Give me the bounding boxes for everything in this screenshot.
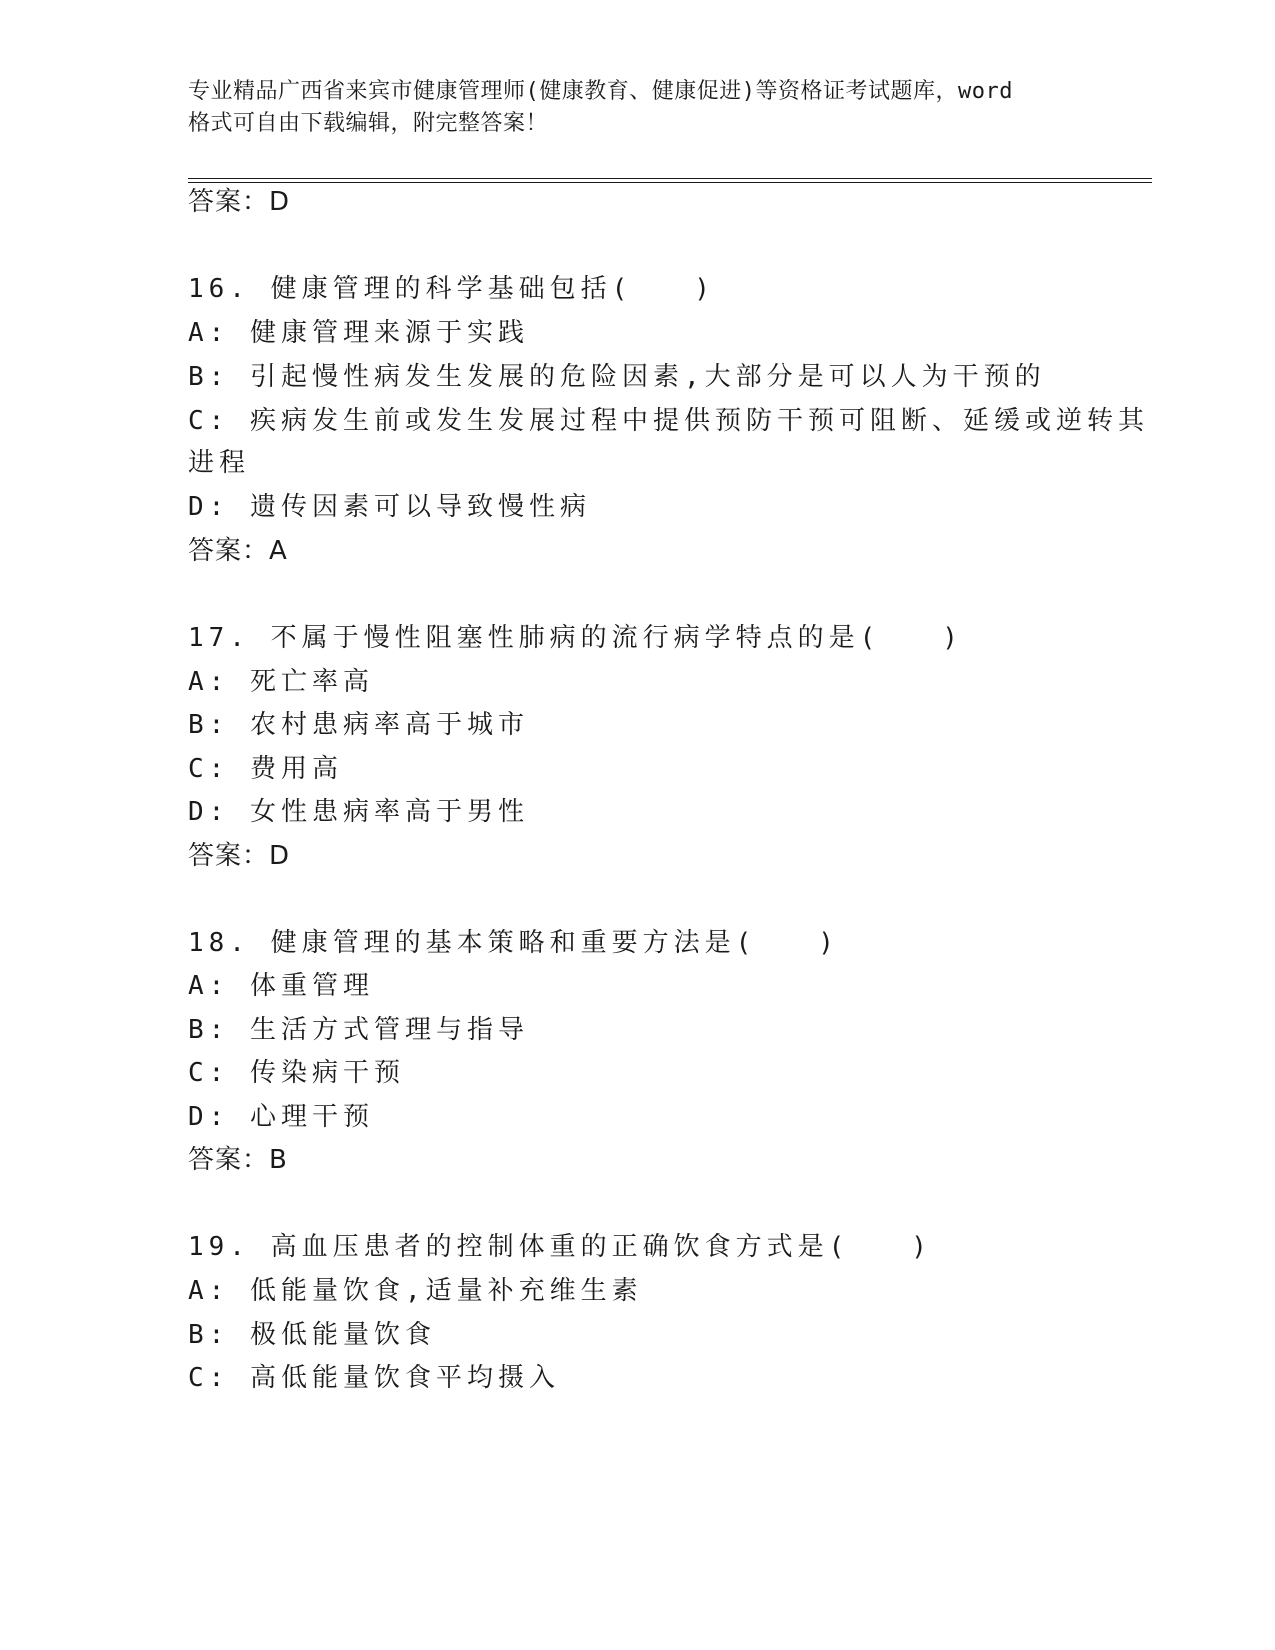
option-line: A: 健康管理来源于实践 [188, 318, 529, 348]
question-stem: 19. 高血压患者的控制体重的正确饮食方式是( ) [188, 1232, 932, 1262]
option-line: A: 低能量饮食,适量补充维生素 [188, 1276, 643, 1306]
option-line: C: 疾病发生前或发生发展过程中提供预防干预可阻断、延缓或逆转其 [188, 406, 1149, 436]
page-header [188, 76, 1088, 140]
header-line-2: 格式可自由下载编辑，附完整答案！ [188, 111, 549, 136]
option-line-continuation: 进程 [188, 448, 251, 478]
option-line: C: 传染病干预 [188, 1058, 405, 1088]
answer-line: 答案：D [188, 187, 291, 217]
option-line: A: 体重管理 [188, 971, 374, 1001]
option-line: D: 心理干预 [188, 1102, 374, 1132]
question-stem: 17. 不属于慢性阻塞性肺病的流行病学特点的是( ) [188, 623, 963, 653]
header-rule-top [188, 178, 1152, 179]
option-line: B: 生活方式管理与指导 [188, 1015, 529, 1045]
header-rule-bottom [188, 182, 1152, 183]
header-line-1: 专业精品广西省来宾市健康管理师(健康教育、健康促进)等资格证考试题库，word [188, 79, 1013, 104]
option-line: C: 高低能量饮食平均摄入 [188, 1363, 560, 1393]
option-line: C: 费用高 [188, 754, 343, 784]
option-line: A: 死亡率高 [188, 667, 374, 697]
answer-line: 答案：A [188, 536, 288, 566]
answer-line: 答案：D [188, 841, 291, 871]
question-stem: 16. 健康管理的科学基础包括( ) [188, 274, 715, 304]
option-line: B: 农村患病率高于城市 [188, 710, 529, 740]
answer-line: 答案：B [188, 1145, 288, 1175]
option-line: D: 女性患病率高于男性 [188, 797, 529, 827]
option-line: D: 遗传因素可以导致慢性病 [188, 492, 591, 522]
option-line: B: 引起慢性病发生发展的危险因素,大部分是可以人为干预的 [188, 362, 1046, 392]
question-stem: 18. 健康管理的基本策略和重要方法是( ) [188, 928, 839, 958]
option-line: B: 极低能量饮食 [188, 1320, 436, 1350]
